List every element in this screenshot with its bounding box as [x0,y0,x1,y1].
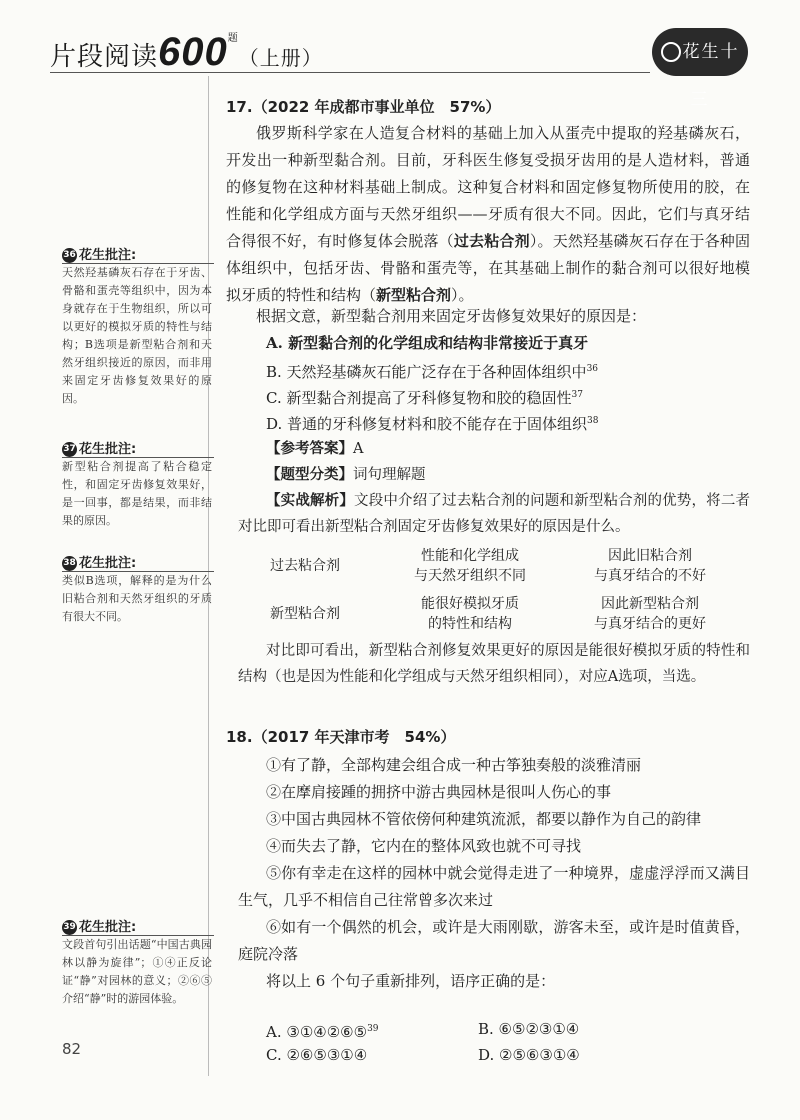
page-number: 82 [62,1040,82,1058]
q18-option-b[interactable]: B. ⑥⑤②③①④ [478,1020,580,1038]
table-row-result: 因此旧粘合剂 与真牙结合的不好 [594,548,706,584]
table-row-result: 因此新型粘合剂 与真牙结合的更好 [594,596,706,632]
q18-prompt: 将以上 6 个句子重新排列，语序正确的是： [266,972,556,990]
table-row-name: 新型粘合剂 [270,606,340,622]
note-body: 文段首句引出话题“中国古典园林以静为旋律”；①④正反论证“静”对园林的意义；②⑥⑤介绍“静”时的游园体验。 [62,938,212,1005]
q18-sentence: ③中国古典园林不管依傍何种建筑流派，都要以静作为自己的韵律 [266,810,702,828]
note-number-badge: 39 [62,920,77,935]
q17-analysis: 【实战解析】文段中介绍了过去粘合剂的问题和新型粘合剂的优势，将二者对比即可看出新型粘合剂固定牙齿修复效果好的原因是什么。 [238,492,750,535]
sidebar-note-36 [62,244,214,408]
swirl-icon [661,42,681,62]
note-title: 花生批注: [79,920,137,935]
q18-option-c[interactable]: C. ②⑥⑤③①④ [266,1046,368,1064]
note-number-badge: 36 [62,248,77,263]
q17-prompt: 根据文意，新型黏合剂用来固定牙齿修复效果好的原因是： [256,307,647,325]
q18-sentence: ④而失去了静，它内在的整体风致也就不可寻找 [266,837,582,855]
note-ref-38: 38 [587,416,599,426]
q18-sentence: ⑥如有一个偶然的机会，或许是大雨刚歇，游客未至，或许是时值黄昏，庭院冷落 [238,918,750,963]
q18-option-d[interactable]: D. ②⑤⑥③①④ [478,1046,580,1064]
bold-new-glue: 新型粘合剂 [376,286,452,304]
note-ref-36: 36 [586,364,599,374]
q18-option-a[interactable]: A. ③①④②⑥⑤$^{39}$ [266,1023,379,1041]
volume-label: （上册） [238,46,323,70]
note-body: 天然羟基磷灰石存在于牙齿、骨骼和蛋壳等组织中，因为本身就存在于生物组织，所以可以更好的模拟牙质的特性与结构；B选项是新型粘合剂和天然牙组织接近的原因，而非用来固定牙齿修复效果好的原因。 [62,266,212,405]
note-number-badge: 38 [62,556,77,571]
sidebar-note-37 [62,438,214,530]
book-title [50,30,323,75]
title-prefix: 片段阅读 [50,42,159,72]
q18-sentences [238,752,750,995]
note-title: 花生批注: [79,556,137,571]
q18-sentence: ⑤你有幸走在这样的园林中就会觉得走进了一种境界，虚虚浮浮而又满目生气，几乎不相信自己往常曾多次来过 [238,864,750,909]
q17-type: 【题型分类】词句理解题 [266,466,426,483]
bold-old-glue: 过去粘合剂 [453,232,530,250]
note-title: 花生批注: [79,442,137,457]
q17-heading: 17.（2022 年成都市事业单位 57%） [226,98,501,116]
q17-option-d[interactable]: D. 普通的牙科修复材料和胶不能存在于固体组织$^{38}$ [266,415,599,433]
header-rule [50,72,650,73]
brand-logo [652,28,748,110]
note-title: 花生批注: [79,248,137,263]
q17-answer: 【参考答案】A [266,440,364,457]
q17-option-a[interactable]: A. 新型黏合剂的化学组成和结构非常接近于真牙 [266,334,589,352]
note-ref-37: 37 [571,390,583,400]
q18-sentence: ②在摩肩接踵的拥挤中游古典园林是很叫人伤心的事 [266,783,612,801]
table-row-feature: 性能和化学组成 与天然牙组织不同 [414,548,526,584]
q18-sentence: ①有了静，全部构建会组合成一种古筝独奏般的淡雅清丽 [266,756,642,774]
q17-option-b[interactable]: B. 天然羟基磷灰石能广泛存在于各种固体组织中$^{36}$ [266,363,599,381]
table-row-name: 过去粘合剂 [270,558,340,574]
comparison-table [240,546,750,636]
logo-text: 花生十三 [682,42,740,110]
sidebar-note-39 [62,916,214,1008]
q17-option-c[interactable]: C. 新型黏合剂提高了牙科修复物和胶的稳固性$^{37}$ [266,389,583,407]
title-suffix: 题 [227,33,239,45]
note-number-badge: 37 [62,442,77,457]
q17-passage: 俄罗斯科学家在人造复合材料的基础上加入从蛋壳中提取的羟基磷灰石，开发出一种新型黏合剂。目前，牙科医生修复受损牙齿用的是人造材料，普通的修复物在这种材料基础上制成。这种复合材料和固定修复物所使用的胶，在性能和化学组成方面与天然牙组织——牙质有很大不同。因此，它们与真牙结合得很不好，有时修复体会脱落（过去粘合剂）。天然羟基磷灰石存在于各种固体组织中，包括牙齿、骨骼和蛋壳等，在其基础上制作的黏合剂可以很好地模拟牙质的特性和结构（新型粘合剂）。 [226,124,750,304]
table-row-feature: 能很好模拟牙质 的特性和结构 [421,596,519,632]
note-body: 类似B选项，解释的是为什么旧粘合剂和天然牙组织的牙质有很大不同。 [62,574,212,623]
q18-heading: 18.（2017 年天津市考 54%） [226,728,456,746]
q17-conclusion: 对比即可看出，新型粘合剂修复效果更好的原因是能很好模拟牙质的特性和结构（也是因为性能和化学组成与天然牙组织相同），对应A选项，当选。 [238,643,750,685]
note-body: 新型粘合剂提高了粘合稳定性，和固定牙齿修复效果好，是一回事，都是结果，而非结果的原因。 [62,460,212,527]
sidebar-note-38 [62,552,214,626]
note-ref-39: 39 [367,1024,379,1034]
title-number: 600 [158,30,228,74]
